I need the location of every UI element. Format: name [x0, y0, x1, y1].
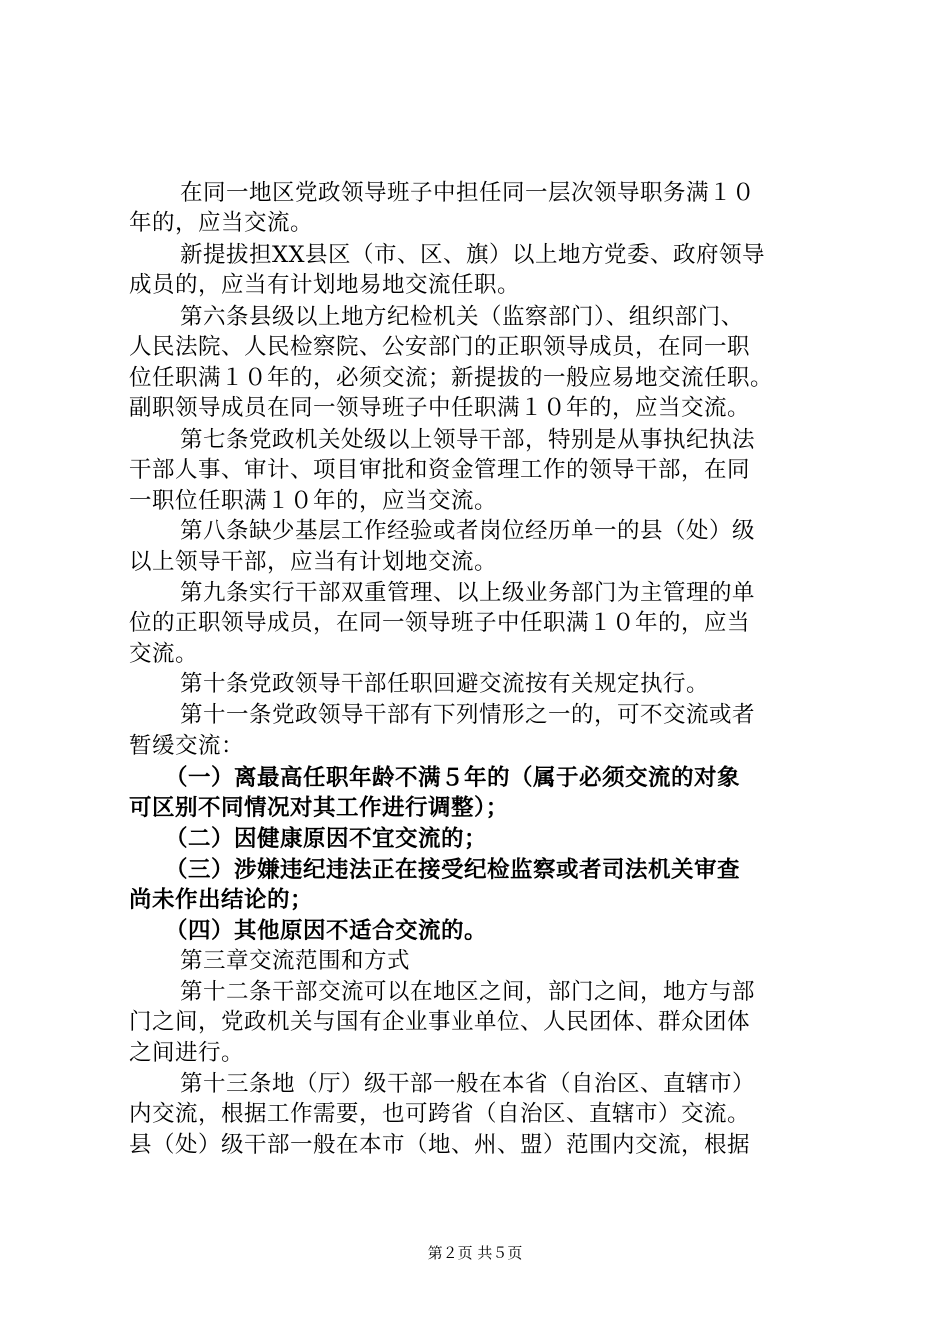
paragraph-line: 位的正职领导成员，在同一领导班子中任职满１０年的，应当: [129, 610, 751, 636]
paragraph-line: 第六条县级以上地方纪检机关（监察部门）、组织部门、: [180, 304, 744, 330]
paragraph-line: 人民法院、人民检察院、公安部门的正职领导成员，在同一职: [129, 334, 751, 360]
paragraph-line: 年的，应当交流。: [129, 210, 314, 236]
list-item-bold: （三）涉嫌违纪违法正在接受纪检监察或者司法机关审查: [165, 857, 741, 883]
paragraph-line: 一职位任职满１０年的，应当交流。: [129, 488, 498, 514]
list-item-bold: 可区别不同情况对其工作进行调整）；: [129, 795, 509, 821]
paragraph-line: 第十三条地（厅）级干部一般在本省（自治区、直辖市）: [180, 1071, 756, 1097]
paragraph-line: 门之间，党政机关与国有企业事业单位、人民团体、群众团体: [129, 1009, 751, 1035]
paragraph-line: 副职领导成员在同一领导班子中任职满１０年的，应当交流。: [129, 395, 751, 421]
list-item-bold: （二）因健康原因不宜交流的；: [165, 826, 488, 852]
paragraph-line: 第七条党政机关处级以上领导干部，特别是从事执纪执法: [180, 427, 756, 453]
paragraph-line: 位任职满１０年的，必须交流；新提拔的一般应易地交流任职。: [129, 365, 774, 391]
paragraph-line: 第十一条党政领导干部有下列情形之一的，可不交流或者: [180, 702, 756, 728]
paragraph-line: 第九条实行干部双重管理、以上级业务部门为主管理的单: [180, 580, 756, 606]
paragraph-line: 以上领导干部，应当有计划地交流。: [129, 549, 498, 575]
paragraph-line: 内交流，根据工作需要，也可跨省（自治区、直辖市）交流。: [129, 1101, 751, 1127]
paragraph-line: 县（处）级干部一般在本市（地、州、盟）范围内交流，根据: [129, 1132, 751, 1158]
paragraph-line: 暂缓交流：: [129, 733, 245, 759]
list-item-bold: （一）离最高任职年龄不满５年的（属于必须交流的对象: [165, 765, 741, 791]
list-item-bold: 尚未作出结论的；: [129, 887, 314, 913]
list-item-bold: （四）其他原因不适合交流的。: [165, 918, 488, 944]
chapter-heading: 第三章交流范围和方式: [180, 948, 411, 974]
paragraph-line: 第十二条干部交流可以在地区之间，部门之间，地方与部: [180, 979, 756, 1005]
paragraph-line: 交流。: [129, 641, 199, 667]
paragraph-line: 第十条党政领导干部任职回避交流按有关规定执行。: [180, 671, 710, 697]
paragraph-line: 新提拔担XX县区（市、区、旗）以上地方党委、政府领导: [180, 242, 766, 268]
paragraph-line: 干部人事、审计、项目审批和资金管理工作的领导干部，在同: [129, 457, 751, 483]
paragraph-line: 成员的，应当有计划地易地交流任职。: [129, 272, 521, 298]
paragraph-line: 第八条缺少基层工作经验或者岗位经历单一的县（处）级: [180, 518, 756, 544]
paragraph-line: 在同一地区党政领导班子中担任同一层次领导职务满１０: [180, 180, 756, 206]
page-footer: 第２页 共５页: [427, 1244, 523, 1262]
paragraph-line: 之间进行。: [129, 1040, 245, 1066]
